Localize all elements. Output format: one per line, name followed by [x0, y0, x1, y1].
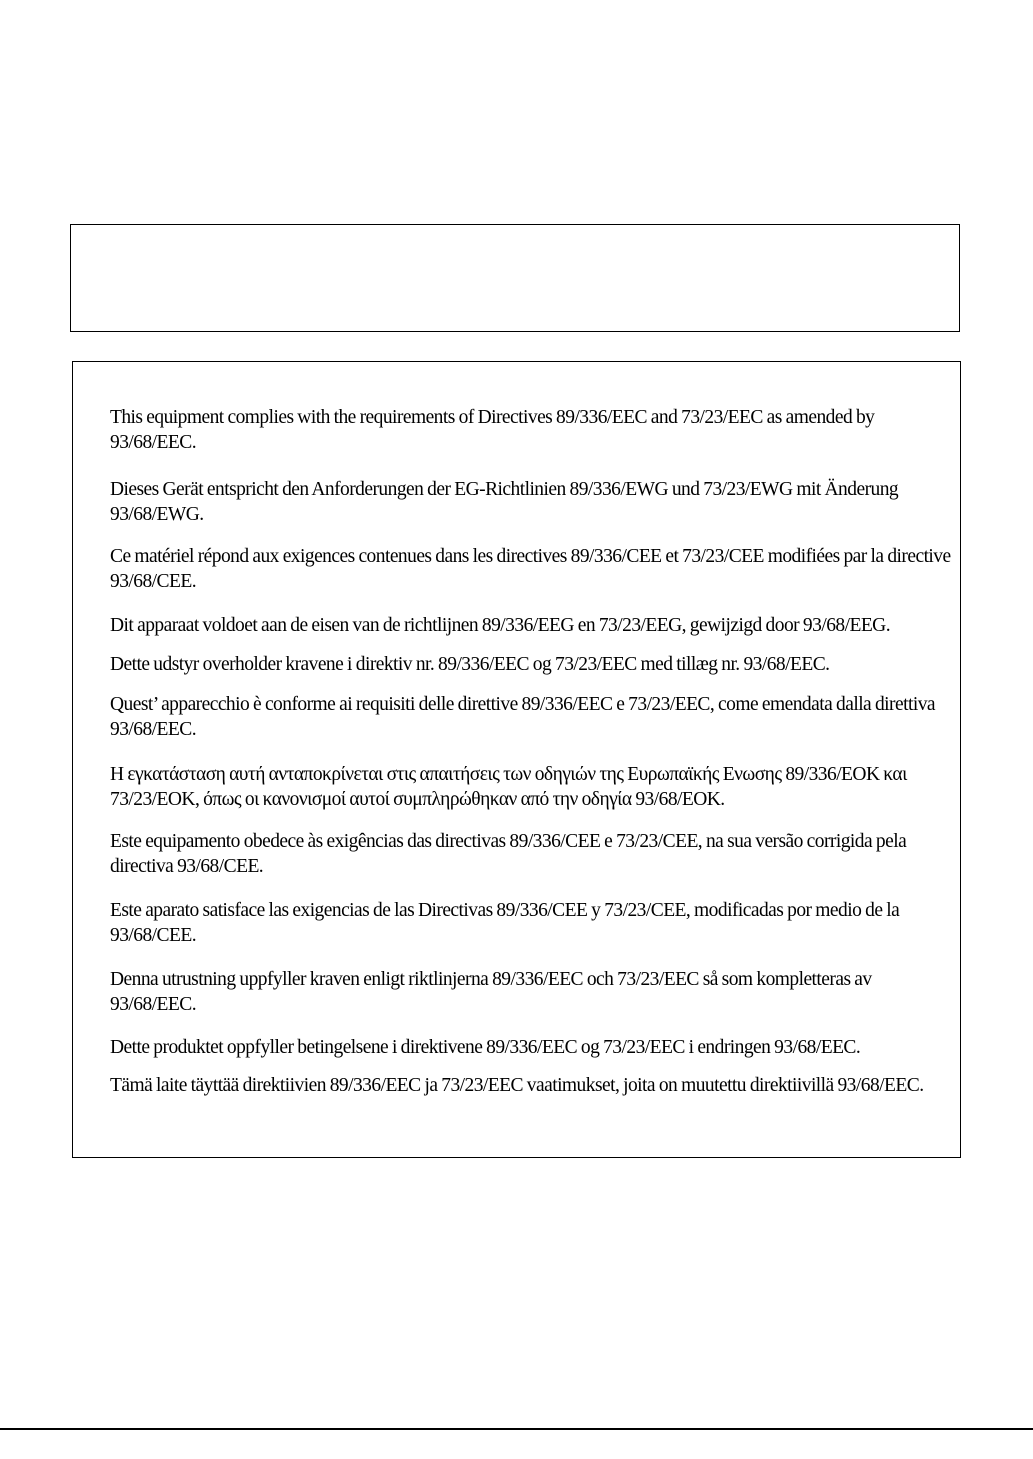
statement-portuguese: Este equipamento obedece às exigências das directivas 89/336/CEE e 73/23/CEE, na sua versão corrigida pela directiva 93/68/CEE. — [110, 831, 907, 877]
statement-norwegian: Dette produktet oppfyller betingelsene i direktivene 89/336/EEC og 73/23/EEC i endringen 93/68/EEC. — [110, 1037, 861, 1058]
statement-finnish: Tämä laite täyttää direktiivien 89/336/EEC ja 73/23/EEC vaatimukset, joita on muutettu direktiivillä 93/68/EEC. — [110, 1075, 924, 1096]
statement-italian: Quest’ apparecchio è conforme ai requisiti delle direttive 89/336/EEC e 73/23/EEC, come emendata dalla direttiva 93/68/EEC. — [110, 694, 936, 740]
empty-header-box — [70, 224, 960, 332]
statement-dutch: Dit apparaat voldoet aan de eisen van de richtlijnen 89/336/EEG en 73/23/EEG, gewijzigd door 93/68/EEG. — [110, 615, 891, 636]
statement-greek: Η εγκατάσταση αυτή ανταποκρίνεται στις απαιτήσεις των οδηγιών της Ευρωπαϊκής Ενωσης 89/336/ΕΟΚ και 73/23/ΕΟΚ, όπως οι κανονισμοί αυτοί συμπληρώθηκαν από την οδηγία 93/68/ΕΟΚ. — [110, 764, 907, 810]
ce-compliance-box — [72, 361, 961, 1158]
statement-german: Dieses Gerät entspricht den Anforderungen der EG-Richtlinien 89/336/EWG und 73/23/EWG mit Änderung 93/68/EWG. — [110, 479, 899, 525]
statement-spanish: Este aparato satisface las exigencias de las Directivas 89/336/CEE y 73/23/CEE, modificadas por medio de la 93/68/CEE. — [110, 900, 900, 946]
bottom-rule — [0, 1428, 1033, 1430]
statement-english: This equipment complies with the requirements of Directives 89/336/EEC and 73/23/EEC as amended by 93/68/EEC. — [110, 407, 875, 453]
statement-swedish: Denna utrustning uppfyller kraven enligt riktlinjerna 89/336/EEC och 73/23/EEC så som kompletteras av 93/68/EEC. — [110, 969, 872, 1015]
statement-danish: Dette udstyr overholder kravene i direktiv nr. 89/336/EEC og 73/23/EEC med tillæg nr. 93/68/EEC. — [110, 654, 830, 675]
statement-french: Ce matériel répond aux exigences contenues dans les directives 89/336/CEE et 73/23/CEE modifiées par la directive 93/68/CEE. — [110, 546, 951, 592]
